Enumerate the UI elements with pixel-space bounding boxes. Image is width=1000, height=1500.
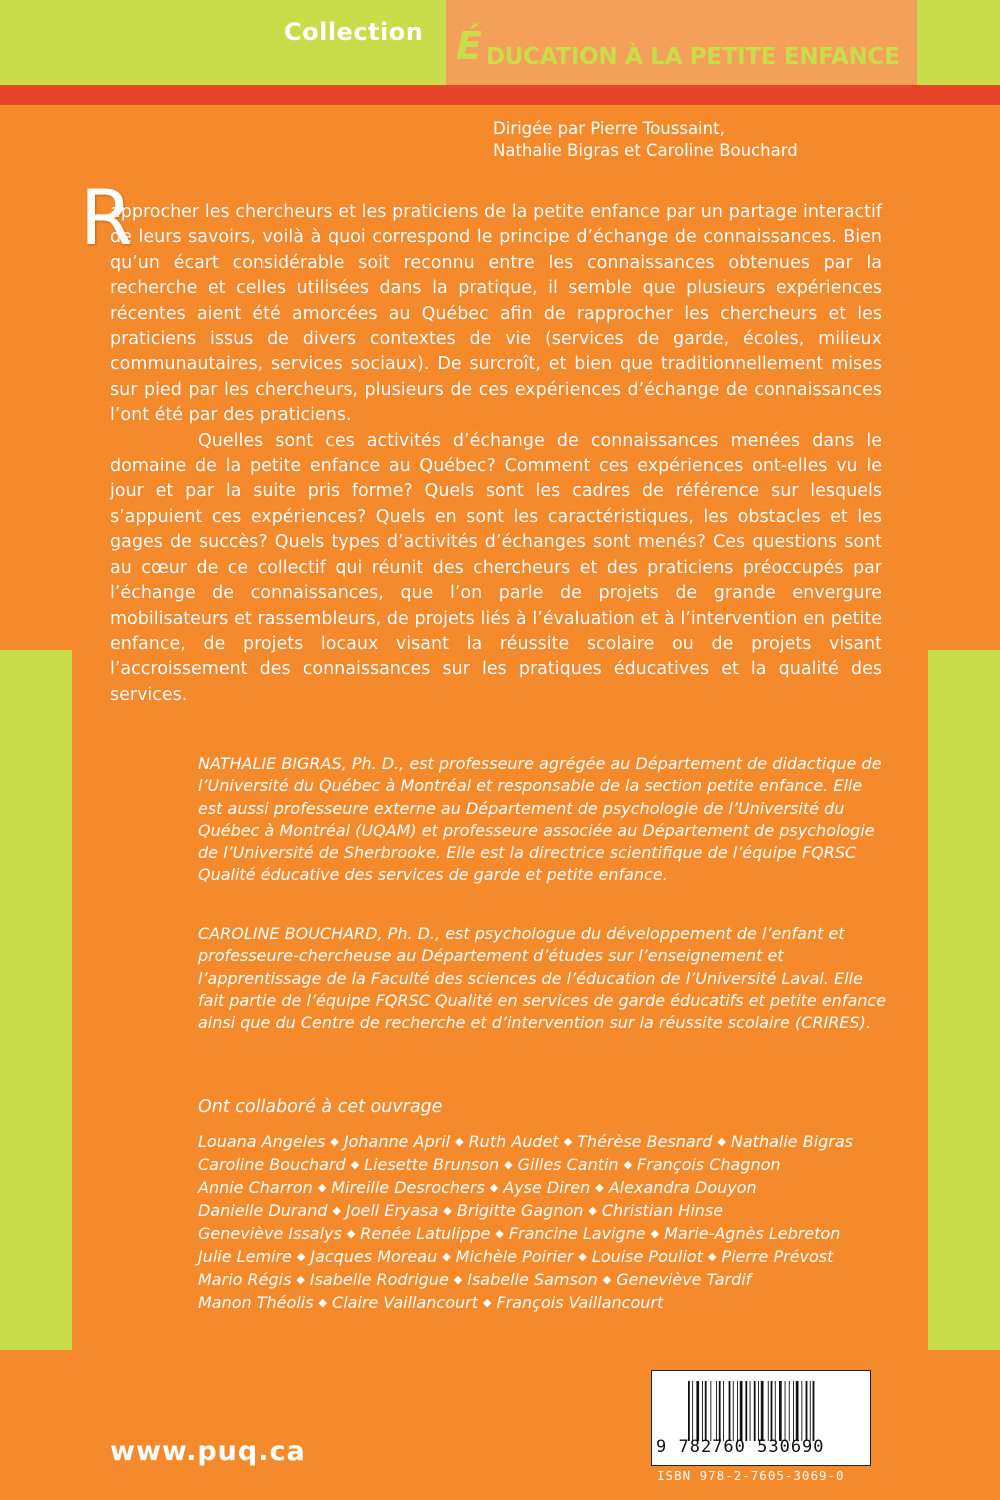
barcode-bar xyxy=(754,1381,756,1441)
separator-diamond-icon: ◆ xyxy=(602,1273,612,1286)
contributor-name: Liesette Brunson xyxy=(364,1155,500,1174)
barcode-bar xyxy=(719,1381,721,1441)
contributors-line xyxy=(198,1199,898,1222)
contributor-name: Claire Vaillancourt xyxy=(332,1293,478,1312)
contributors-line xyxy=(198,1222,898,1245)
summary-text xyxy=(110,200,882,708)
contributors-line xyxy=(198,1176,898,1199)
contributor-name: Louana Angeles xyxy=(198,1132,326,1151)
directors-line-1: Dirigée par Pierre Toussaint, xyxy=(493,119,725,138)
barcode-bar xyxy=(793,1381,794,1441)
contributor-name: François Chagnon xyxy=(637,1155,781,1174)
contributor-name: Julie Lemire xyxy=(198,1247,292,1266)
barcode-bar xyxy=(696,1381,699,1441)
barcode-bar xyxy=(702,1381,703,1441)
separator-diamond-icon: ◆ xyxy=(350,1158,360,1171)
bio-nathalie-bigras: NATHALIE BIGRAS, Ph. D., est professeure agrégée au Département de didactique de l’Université du Québec à Montréal et responsable de la section petite enfance. Elle est aussi professeure externe au Département de psychologie de l’Université du Québec à Montréal (UQAM) et professeure associée au Département de psychologie de l’Université de Sherbrooke. Elle est la directrice scientifique de l’équipe FQRSC Qualité éducative des services de garde et petite enfance. xyxy=(198,754,882,885)
contributor-name: Ruth Audet xyxy=(468,1132,559,1151)
contributor-name: Isabelle Rodrigue xyxy=(309,1270,449,1289)
separator-diamond-icon: ◆ xyxy=(455,1135,464,1148)
separator-diamond-icon: ◆ xyxy=(489,1181,499,1194)
contributor-name: Marie-Agnès Lebreton xyxy=(664,1224,841,1243)
contributor-name: Mario Régis xyxy=(198,1270,292,1289)
barcode-number: 9 782760 530690 xyxy=(656,1437,825,1457)
contributor-name: Brigitte Gagnon xyxy=(456,1201,584,1220)
barcode-bar xyxy=(740,1381,743,1441)
left-green-bar xyxy=(0,650,72,1350)
separator-diamond-icon: ◆ xyxy=(650,1227,660,1240)
barcode-bars xyxy=(688,1381,858,1441)
separator-diamond-icon: ◆ xyxy=(443,1204,452,1217)
barcode xyxy=(651,1370,871,1466)
barcode-bar xyxy=(801,1381,802,1441)
contributor-name: Manon Théolis xyxy=(198,1293,314,1312)
right-green-bar xyxy=(928,650,1000,1350)
separator-diamond-icon: ◆ xyxy=(595,1181,604,1194)
separator-diamond-icon: ◆ xyxy=(453,1273,463,1286)
contributor-name: Ayse Diren xyxy=(503,1178,591,1197)
barcode-bar xyxy=(779,1381,782,1441)
contributor-name: Alexandra Douyon xyxy=(608,1178,757,1197)
contributors-line xyxy=(198,1291,898,1314)
barcode-bar xyxy=(710,1381,711,1441)
drop-cap: R xyxy=(80,173,133,262)
contributor-name: François Vaillancourt xyxy=(496,1293,664,1312)
directors-line-2: Nathalie Bigras et Caroline Bouchard xyxy=(493,141,798,160)
summary-paragraph-1: approcher les chercheurs et les praticiens de la petite enfance par un partage interactif de leurs savoirs, voilà à quoi correspond le principe d’échange de connaissances. Bien qu’un écart considérable soit reconnu entre les connaissances obtenues par la recherche et celles utilisées dans la pratique, il semble que plusieurs expériences récentes aient été amorcées au Québec afin de rapprocher les chercheurs et les praticiens issus de divers contextes de vie (services de garde, écoles, milieux communautaires, services sociaux). De surcroît, et bien que traditionnellement mises sur pied par les chercheurs, plusieurs de ces expériences d’échange de connaissances l’ont été par des praticiens. xyxy=(110,202,882,426)
separator-diamond-icon: ◆ xyxy=(578,1250,587,1263)
contributors-line xyxy=(198,1268,898,1291)
series-title-initial: É xyxy=(456,24,482,68)
contributor-name: Pierre Prévost xyxy=(721,1247,834,1266)
barcode-bar xyxy=(768,1381,769,1441)
contributor-name: Johanne April xyxy=(343,1132,451,1151)
contributor-name: Louise Pouliot xyxy=(591,1247,703,1266)
separator-diamond-icon: ◆ xyxy=(707,1250,717,1263)
isbn: ISBN 978-2-7605-3069-0 xyxy=(657,1468,845,1483)
separator-diamond-icon: ◆ xyxy=(296,1250,306,1263)
contributor-name: Annie Charron xyxy=(198,1178,313,1197)
barcode-bar xyxy=(705,1381,707,1441)
contributor-name: Gilles Cantin xyxy=(517,1155,619,1174)
summary-paragraph-2: Quelles sont ces activités d’échange de connaissances menées dans le domaine de la petite enfance au Québec? Comment ces expériences ont-elles vu le jour et par la suite pris forme? Quels sont les cadres de référence sur lesquels s’appuient ces expériences? Quels en sont les caractéristiques, les obstacles et les gages de succès? Quels types d’activités d’échanges sont menés? Ces questions sont au cœur de ce collectif qui réunit des chercheurs et des praticiens préoccupés par l’échange de connaissances, que l’on parle de projets de grande envergure mobilisateurs et rassembleurs, de projets liés à l’évaluation et à l’intervention en petite enfance, de projets locaux visant la réussite scolaire ou de projets visant l’accroissement des connaissances sur les pratiques éducatives et la qualité des services. xyxy=(110,430,882,705)
contributors-line xyxy=(198,1245,898,1268)
contributors-list xyxy=(198,1130,898,1314)
contributors-line xyxy=(198,1153,898,1176)
barcode-bar xyxy=(729,1381,731,1441)
contributor-name: Joell Eryasa xyxy=(345,1201,439,1220)
separator-diamond-icon: ◆ xyxy=(717,1135,726,1148)
barcode-bar xyxy=(810,1381,811,1441)
publisher-website[interactable]: www.puq.ca xyxy=(110,1436,306,1467)
barcode-bar xyxy=(750,1381,751,1441)
barcode-bar xyxy=(775,1381,776,1441)
contributor-name: Thérèse Besnard xyxy=(577,1132,713,1151)
barcode-bar xyxy=(761,1381,764,1441)
contributors-title: Ont collaboré à cet ouvrage xyxy=(198,1097,443,1117)
bio-caroline-bouchard: CAROLINE BOUCHARD, Ph. D., est psychologue du développement de l’enfant et professeure-chercheuse au Département d’études sur l’enseignement et l’apprentissage de la Faculté des sciences de l’éducation de l’Université Laval. Elle fait partie de l’équipe FQRSC Qualité en services de garde éducatifs et petite enfance ainsi que du Centre de recherche et d’intervention sur la réussite scolaire (CRIRES). xyxy=(198,924,887,1033)
separator-diamond-icon: ◆ xyxy=(563,1135,573,1148)
header-divider xyxy=(0,85,1000,105)
barcode-bar xyxy=(796,1381,799,1441)
barcode-bar xyxy=(737,1381,738,1441)
separator-diamond-icon: ◆ xyxy=(318,1296,328,1309)
separator-diamond-icon: ◆ xyxy=(623,1158,633,1171)
contributor-name: Francine Lavigne xyxy=(508,1224,646,1243)
barcode-bar xyxy=(813,1381,815,1441)
barcode-bar xyxy=(785,1381,786,1441)
contributor-name: Christian Hinse xyxy=(601,1201,724,1220)
barcode-bar xyxy=(789,1381,790,1441)
separator-diamond-icon: ◆ xyxy=(442,1250,451,1263)
barcode-bar xyxy=(758,1381,759,1441)
barcode-bar xyxy=(716,1381,717,1441)
contributor-name: Geneviève Issalys xyxy=(198,1224,342,1243)
contributors-line xyxy=(198,1130,898,1153)
separator-diamond-icon: ◆ xyxy=(504,1158,513,1171)
barcode-bar xyxy=(771,1381,773,1441)
separator-diamond-icon: ◆ xyxy=(346,1227,356,1240)
contributor-name: Renée Latulippe xyxy=(360,1224,491,1243)
contributor-name: Danielle Durand xyxy=(198,1201,328,1220)
separator-diamond-icon: ◆ xyxy=(317,1181,327,1194)
separator-diamond-icon: ◆ xyxy=(482,1296,492,1309)
separator-diamond-icon: ◆ xyxy=(495,1227,504,1240)
contributor-name: Michèle Poirier xyxy=(455,1247,574,1266)
contributor-name: Nathalie Bigras xyxy=(730,1132,854,1151)
barcode-bar xyxy=(745,1381,747,1441)
series-title: DUCATION À LA PETITE ENFANCE xyxy=(486,44,900,70)
series-title-box xyxy=(446,0,917,85)
separator-diamond-icon: ◆ xyxy=(588,1204,597,1217)
contributor-name: Isabelle Samson xyxy=(467,1270,598,1289)
barcode-bar xyxy=(723,1381,724,1441)
separator-diamond-icon: ◆ xyxy=(332,1204,341,1217)
barcode-bar xyxy=(688,1381,690,1441)
collection-label: Collection xyxy=(284,18,424,46)
contributor-name: Geneviève Tardif xyxy=(616,1270,752,1289)
contributor-name: Mireille Desrochers xyxy=(331,1178,485,1197)
separator-diamond-icon: ◆ xyxy=(330,1135,339,1148)
barcode-bar xyxy=(733,1381,734,1441)
contributor-name: Caroline Bouchard xyxy=(198,1155,346,1174)
separator-diamond-icon: ◆ xyxy=(296,1273,305,1286)
barcode-bar xyxy=(806,1381,808,1441)
directors-credit xyxy=(493,118,798,162)
contributor-name: Jacques Moreau xyxy=(310,1247,438,1266)
barcode-bar xyxy=(692,1381,693,1441)
